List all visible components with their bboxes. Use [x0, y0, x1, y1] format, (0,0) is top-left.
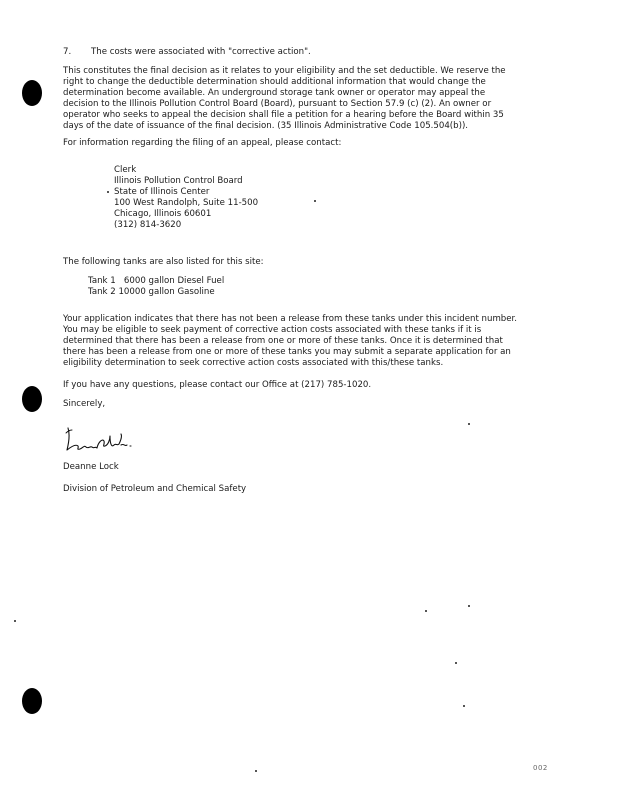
signer-name-text: Deanne Lock — [63, 462, 119, 472]
paragraph-line: operator who seeks to appeal the decision shall file a petition for a hearing before the Board within 35 — [63, 110, 504, 120]
signature-image — [64, 424, 144, 456]
paragraph-line: Your application indicates that there has not been a release from these tanks under this incident number. — [63, 314, 518, 324]
signer-division-text: Division of Petroleum and Chemical Safety — [63, 484, 247, 494]
paragraph-line: You may be eligible to seek payment of corrective action costs associated with these tanks if it is — [63, 325, 482, 335]
questions-text: If you have any questions, please contact our Office at (217) 785-1020. — [63, 380, 372, 390]
paragraph-line: eligibility determination to seek corrective action costs associated with this/these tanks. — [63, 358, 444, 368]
scan-speck — [314, 200, 316, 202]
item-7-number: 7. — [63, 47, 72, 57]
item-7 — [63, 47, 311, 58]
questions-line — [63, 380, 568, 391]
scan-speck — [468, 605, 470, 607]
tanks-intro — [63, 257, 568, 268]
appeal-intro — [63, 138, 568, 149]
page-footer-mark: 002 — [533, 764, 548, 772]
punch-hole-middle — [22, 386, 42, 412]
punch-hole-top — [22, 80, 42, 106]
punch-hole-bottom — [22, 688, 42, 714]
signer-division — [63, 484, 568, 495]
tank-item: Tank 1 6000 gallon Diesel Fuel — [88, 276, 225, 286]
closing-text: Sincerely, — [63, 399, 106, 409]
final-decision-paragraph — [63, 66, 568, 132]
tank-item: Tank 2 10000 gallon Gasoline — [88, 287, 215, 297]
scan-speck — [463, 705, 465, 707]
address-line: State of Illinois Center — [114, 187, 210, 197]
closing — [63, 399, 568, 410]
appeal-intro-text: For information regarding the filing of an appeal, please contact: — [63, 138, 342, 148]
scan-speck — [468, 423, 470, 425]
address-line: 100 West Randolph, Suite 11-500 — [114, 198, 259, 208]
tanks-intro-text: The following tanks are also listed for this site: — [63, 257, 264, 267]
signer-name — [63, 462, 568, 473]
paragraph-line: right to change the deductible determination should additional information that would change the — [63, 77, 486, 87]
tanks-list — [88, 276, 224, 298]
paragraph-line: decision to the Illinois Pollution Control Board (Board), pursuant to Section 57.9 (c) (2). An owner or — [63, 99, 492, 109]
appeal-address — [114, 165, 258, 231]
address-line: Clerk — [114, 165, 137, 175]
paragraph-line: determined that there has been a release from one or more of these tanks. Once it is determined that — [63, 336, 503, 346]
scan-speck — [107, 191, 109, 193]
paragraph-line: there has been a release from one or more of these tanks you may submit a separate application for an — [63, 347, 511, 357]
scan-speck — [14, 620, 16, 622]
address-line: Illinois Pollution Control Board — [114, 176, 243, 186]
scan-speck — [455, 662, 457, 664]
address-line: Chicago, Illinois 60601 — [114, 209, 212, 219]
paragraph-line: This constitutes the final decision as it relates to your eligibility and the set deductible. We reserve the — [63, 66, 506, 76]
scan-speck — [255, 770, 257, 772]
paragraph-line: days of the date of issuance of the final decision. (35 Illinois Administrative Code 105.504(b)). — [63, 121, 469, 131]
application-paragraph — [63, 314, 568, 369]
scan-speck — [425, 610, 427, 612]
address-line: (312) 814-3620 — [114, 220, 182, 230]
item-7-text: The costs were associated with "corrective action". — [91, 47, 311, 57]
paragraph-line: determination become available. An underground storage tank owner or operator may appeal the — [63, 88, 486, 98]
